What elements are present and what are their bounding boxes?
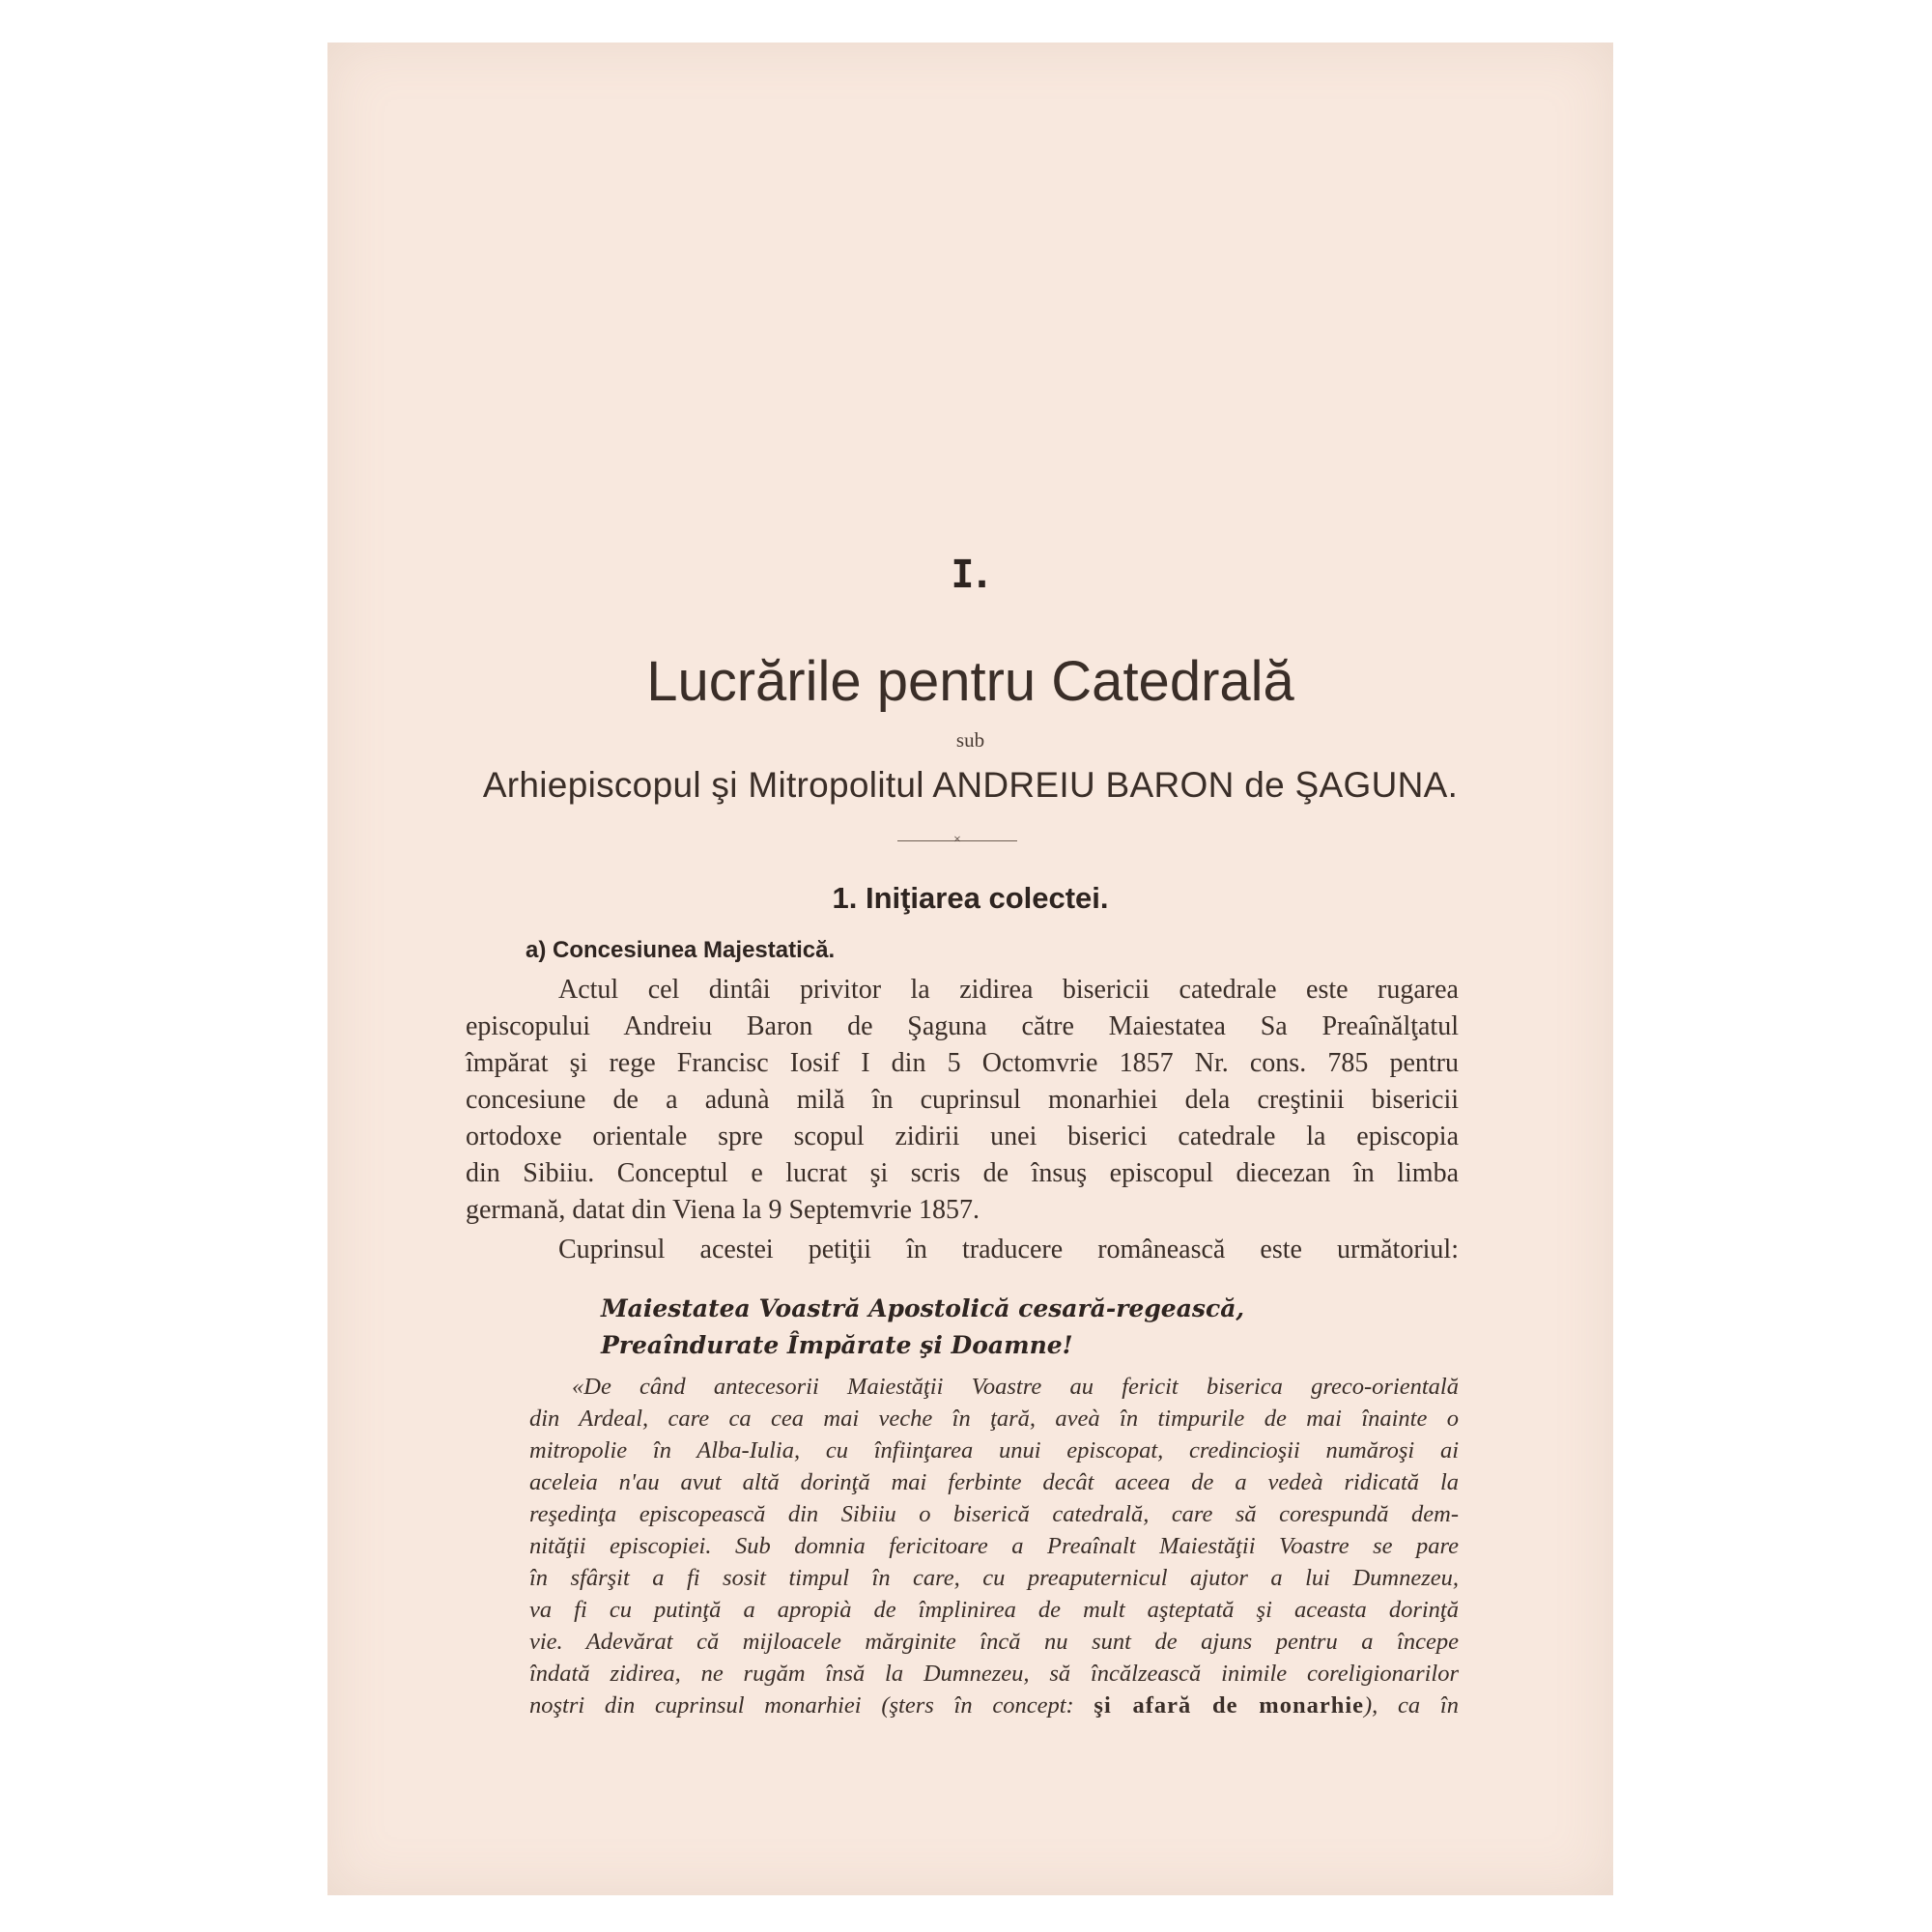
- paragraph1-line: episcopului Andreiu Baron de Şaguna către Maiestatea Sa Preaînălţatul: [466, 1011, 1459, 1041]
- paragraph1-line: concesiune de a adunà milă în cuprinsul monarhiei dela creştinii bisericii: [466, 1085, 1459, 1115]
- paragraph1-line: împărat şi rege Francisc Iosif I din 5 Octomvrie 1857 Nr. cons. 785 pentru: [466, 1048, 1459, 1078]
- quote-line: «De când antecesorii Maiestăţii Voastre au fericit biserica greco-orientală: [572, 1374, 1459, 1400]
- title-connector: sub: [955, 728, 985, 752]
- quote-emphasis: şi afară de monarhie: [1094, 1692, 1365, 1719]
- paragraph1-line: germană, datat din Viena la 9 Septemvrie 1857.: [466, 1195, 980, 1225]
- quote-line: nităţii episcopiei. Sub domnia fericitoare a Preaînalt Maiestăţii Voastre se pare: [529, 1533, 1459, 1559]
- quote-line: din Ardeal, care ca cea mai veche în ţară, aveà în timpurile de mai înainte o: [529, 1406, 1459, 1432]
- quote-line: va fi cu putinţă a apropià de împlinirea de mult aşteptată şi aceasta dorinţă: [529, 1597, 1459, 1623]
- quote-line: mitropolie în Alba-Iulia, cu înfiinţarea unui episcopat, credincioşii număroşi ai: [529, 1437, 1459, 1463]
- quote-line: în sfârşit a fi sosit timpul în care, cu preaputernicul ajutor a lui Dumnezeu,: [529, 1565, 1459, 1591]
- quote-address-line: Preaîndurate Împărate şi Doamne!: [601, 1331, 1073, 1359]
- quote-line: reşedinţa episcopească din Sibiiu o biserică catedrală, care să corespundă dem-: [529, 1501, 1459, 1527]
- chapter-numeral: I.: [951, 553, 990, 597]
- paragraph1-line: Actul cel dintâi privitor la zidirea bisericii catedrale este rugarea: [558, 975, 1459, 1005]
- subsection-heading: a) Concesiunea Majestatică.: [526, 937, 836, 963]
- quote-text: ), ca în: [1364, 1692, 1459, 1719]
- quote-line: aceleia n'au avut altă dorinţă mai ferbinte decât aceea de a vedeà ridicată la: [529, 1469, 1459, 1495]
- paragraph1-line: ortodoxe orientale spre scopul zidirii unei biserici catedrale la episcopia: [466, 1122, 1459, 1151]
- quote-line: vie. Adevărat că mijloacele mărginite încă nu sunt de ajuns pentru a începe: [529, 1629, 1459, 1655]
- quote-text: noştri din cuprinsul monarhiei (şters în concept:: [529, 1692, 1094, 1719]
- quote-line: îndată zidirea, ne rugăm însă la Dumnezeu, să încălzească inimile coreligionarilor: [529, 1661, 1459, 1687]
- quote-address-line: Maiestatea Voastră Apostolică cesară-regească,: [601, 1294, 1245, 1322]
- chapter-subtitle: Arhiepiscopul şi Mitropolitul ANDREIU BARON de ŞAGUNA.: [482, 765, 1459, 805]
- document-page: [327, 43, 1613, 1895]
- paragraph2: Cuprinsul acestei petiţii în traducere românească este următoriul:: [558, 1235, 1459, 1264]
- section-heading: 1. Iniţiarea colectei.: [832, 881, 1109, 915]
- paragraph1-line: din Sibiiu. Conceptul e lucrat şi scris de însuş episcopul diecezan în limba: [466, 1158, 1459, 1188]
- divider-cross: ×: [953, 833, 961, 847]
- chapter-title: Lucrările pentru Catedrală: [646, 650, 1294, 713]
- quote-line-last: [529, 1692, 1459, 1719]
